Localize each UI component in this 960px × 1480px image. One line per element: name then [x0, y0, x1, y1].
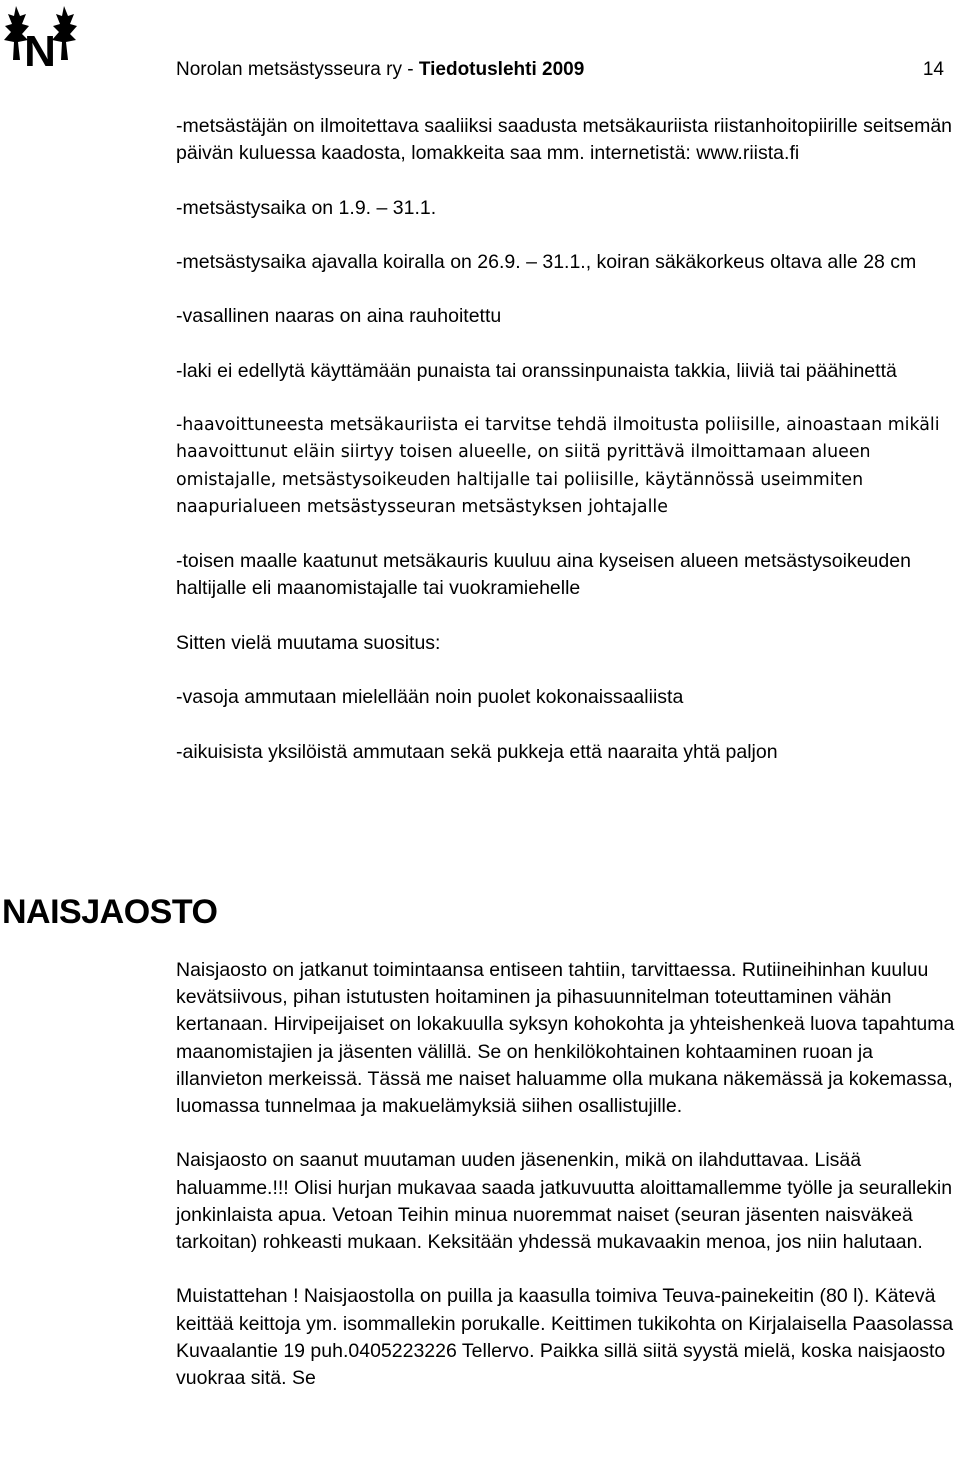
paragraph: -laki ei edellytä käyttämään punaista tai oranssinpunaista takkia, liiviä tai päähinettä: [176, 359, 897, 382]
naisjaosto-section: [176, 957, 960, 1419]
paragraph: Naisjaosto on saanut muutaman uuden jäsenenkin, mikä on ilahduttavaa. Lisää haluamme.!!! Olisi hurjan mukavaa saada jatkuvuutta aloittamallemme työlle ja seurallekin jonkinlaista apua. Vetoan Teihin minua nuoremmat naiset (seuran jäsenten naisväkeä tarkoitan) rohkeasti mukaan. Keksitään yhdessä mukavaakin menoa, jos niin halutaan.: [176, 1149, 953, 1254]
paragraph: Muistattehan ! Naisjaostolla on puilla ja kaasulla toimiva Teuva-painekeitin (80 l). Kätevä keittää keittoja ym. isommallekin porukalle. Keittimen tukikohta on Kirjalaisella Paasolassa Kuvaalantie 19 puh.0405223226 Tellervo. Paikka sillä siitä syystä mielä, koska naisjaosto vuokraa sitä. Se: [176, 1285, 954, 1390]
paragraph: -metsästysaika on 1.9. – 31.1.: [176, 196, 437, 219]
header-org: Norolan metsästysseura ry -: [176, 59, 419, 80]
paragraph: -vasoja ammutaan mielellään noin puolet kokonaissaaliista: [176, 686, 684, 709]
paragraph: -haavoittuneesta metsäkauriista ei tarvitse tehdä ilmoitusta poliisille, ainoastaan mikäli haavoittunut eläin siirtyy toisen alueelle, on siitä pyrittävä ilmoittamaan alueen omistajalle, metsästysoikeuden haltijalle tai poliisille, käytännössä useimmiten naapurialueen metsästysseuran metsästyksen johtajalle: [176, 415, 940, 517]
paragraph: -metsästysaika ajavalla koiralla on 26.9. – 31.1., koiran säkäkorkeus oltava alle 28 cm: [176, 250, 917, 273]
header-title: Tiedotuslehti 2009: [418, 59, 585, 80]
paragraph: -metsästäjän on ilmoitettava saaliiksi saadusta metsäkauriista riistanhoitopiirille seitsemän päivän kuluessa kaadosta, lomakkeita saa mm. internetistä: www.riista.fi: [176, 115, 953, 165]
paragraph: Sitten vielä muutama suositus:: [176, 631, 441, 654]
paragraph: -vasallinen naaras on aina rauhoitettu: [176, 305, 502, 328]
section-heading-naisjaosto: NAISJAOSTO: [2, 893, 218, 931]
page-number: 14: [922, 59, 944, 80]
svg-text:N: N: [24, 27, 56, 76]
paragraph: -toisen maalle kaatunut metsäkauris kuuluu aina kyseisen alueen metsästysoikeuden haltijalle eli maanomistajalle tai vuokramiehelle: [176, 550, 911, 600]
paragraph: -aikuisista yksilöistä ammutaan sekä pukkeja että naaraita yhtä paljon: [176, 740, 778, 763]
page-header: [176, 58, 944, 82]
norola-logo-icon: [2, 4, 78, 80]
main-content: [176, 113, 956, 793]
paragraph: Naisjaosto on jatkanut toimintaansa entiseen tahtiin, tarvittaessa. Rutiineihinhan kuuluu kevätsiivous, pihan istutusten hoitaminen ja pihasuunnitelman toteuttaminen vähän kertanaan. Hirvipeijaiset on lokakuulla syksyn kohokohta ja yhteishenkeä luova tapahtuma maanomistajien ja jäsenten välillä. Se on henkilökohtainen kohtaaminen ruoan ja illanvieton merkeissä. Tässä me naiset haluamme olla mukana näkemässä ja kokemassa, luomassa tunnelmaa ja makuelämyksiä siihen osallistujille.: [176, 959, 955, 1118]
